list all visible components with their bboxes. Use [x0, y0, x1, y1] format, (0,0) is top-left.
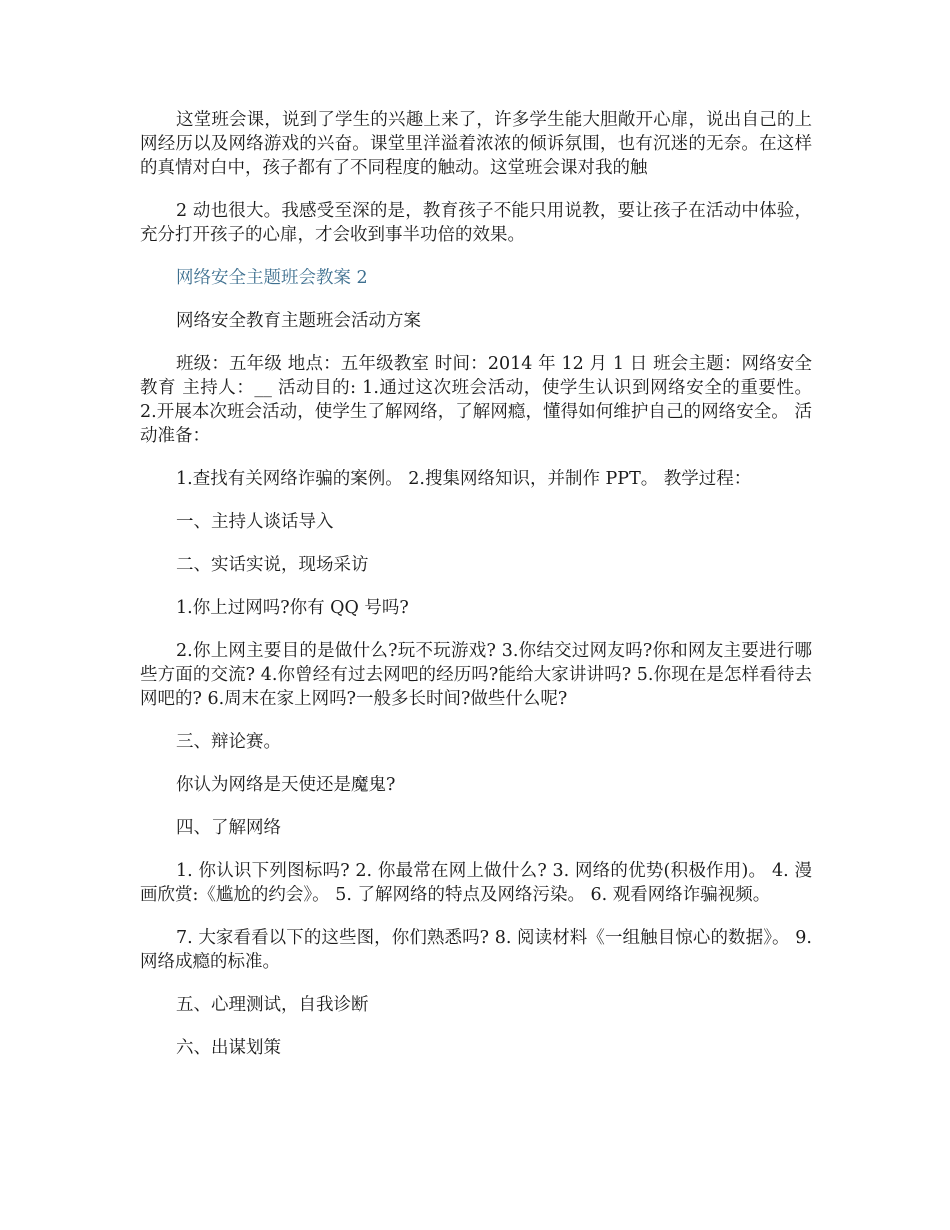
interview-questions-2-6: 2.你上网主要目的是做什么?玩不玩游戏? 3.你结交过网友吗?你和网友主要进行哪些方面的交流? 4.你曾经有过去网吧的经历吗?能给大家讲讲吗? 5.你现在是怎样看待去网吧的? 6.周末在家上网吗?一般多长时间?做些什么呢?: [140, 641, 812, 709]
paragraph-preparation: 1.查找有关网络诈骗的案例。 2.搜集网络知识，并制作 PPT。 教学过程：: [176, 469, 752, 489]
paragraph-class-info: 班级：五年级 地点：五年级教室 时间：2014 年 12 月 1 日 班会主题：网络安全教育 主持人：__ 活动目的: 1.通过这次班会活动，使学生认识到网络安全的重要性。 2.开展本次班会活动，使学生了解网络，了解网瘾，懂得如何维护自己的网络安全。 活动准备：: [140, 354, 812, 446]
step-5-heading: 五、心理测试，自我诊断: [176, 995, 369, 1015]
paragraph-reflection-2: 2 动也很大。我感受至深的是，教育孩子不能只用说教，要让孩子在活动中体验，充分打开孩子的心扉，才会收到事半功倍的效果。: [140, 201, 812, 245]
step-2-heading: 二、实话实说，现场采访: [176, 555, 369, 575]
step-6-heading: 六、出谋划策: [176, 1038, 281, 1058]
debate-question: 你认为网络是天使还是魔鬼?: [176, 775, 396, 795]
network-items-1-6: 1. 你认识下列图标吗? 2. 你最常在网上做什么? 3. 网络的优势(积极作用)。 4. 漫画欣赏:《尴尬的约会》。 5. 了解网络的特点及网络污染。 6. 观看网络诈骗视频。: [140, 861, 812, 905]
document-page: [140, 108, 812, 1079]
section-heading: 网络安全主题班会教案 2: [176, 268, 368, 288]
plan-title: 网络安全教育主题班会活动方案: [176, 311, 421, 331]
paragraph-reflection-1: 这堂班会课，说到了学生的兴趣上来了，许多学生能大胆敞开心扉，说出自己的上网经历以及网络游戏的兴奋。课堂里洋溢着浓浓的倾诉氛围，也有沉迷的无奈。在这样的真情对白中，孩子都有了不同程度的触动。这堂班会课对我的触: [140, 110, 812, 178]
interview-question-1: 1.你上过网吗?你有 QQ 号吗?: [176, 598, 409, 618]
step-3-heading: 三、辩论赛。: [176, 732, 281, 752]
step-1-heading: 一、主持人谈话导入: [176, 512, 334, 532]
step-4-heading: 四、了解网络: [176, 818, 281, 838]
network-items-7-9: 7. 大家看看以下的这些图，你们熟悉吗? 8. 阅读材料《一组触目惊心的数据》。 9. 网络成瘾的标准。: [140, 928, 812, 972]
